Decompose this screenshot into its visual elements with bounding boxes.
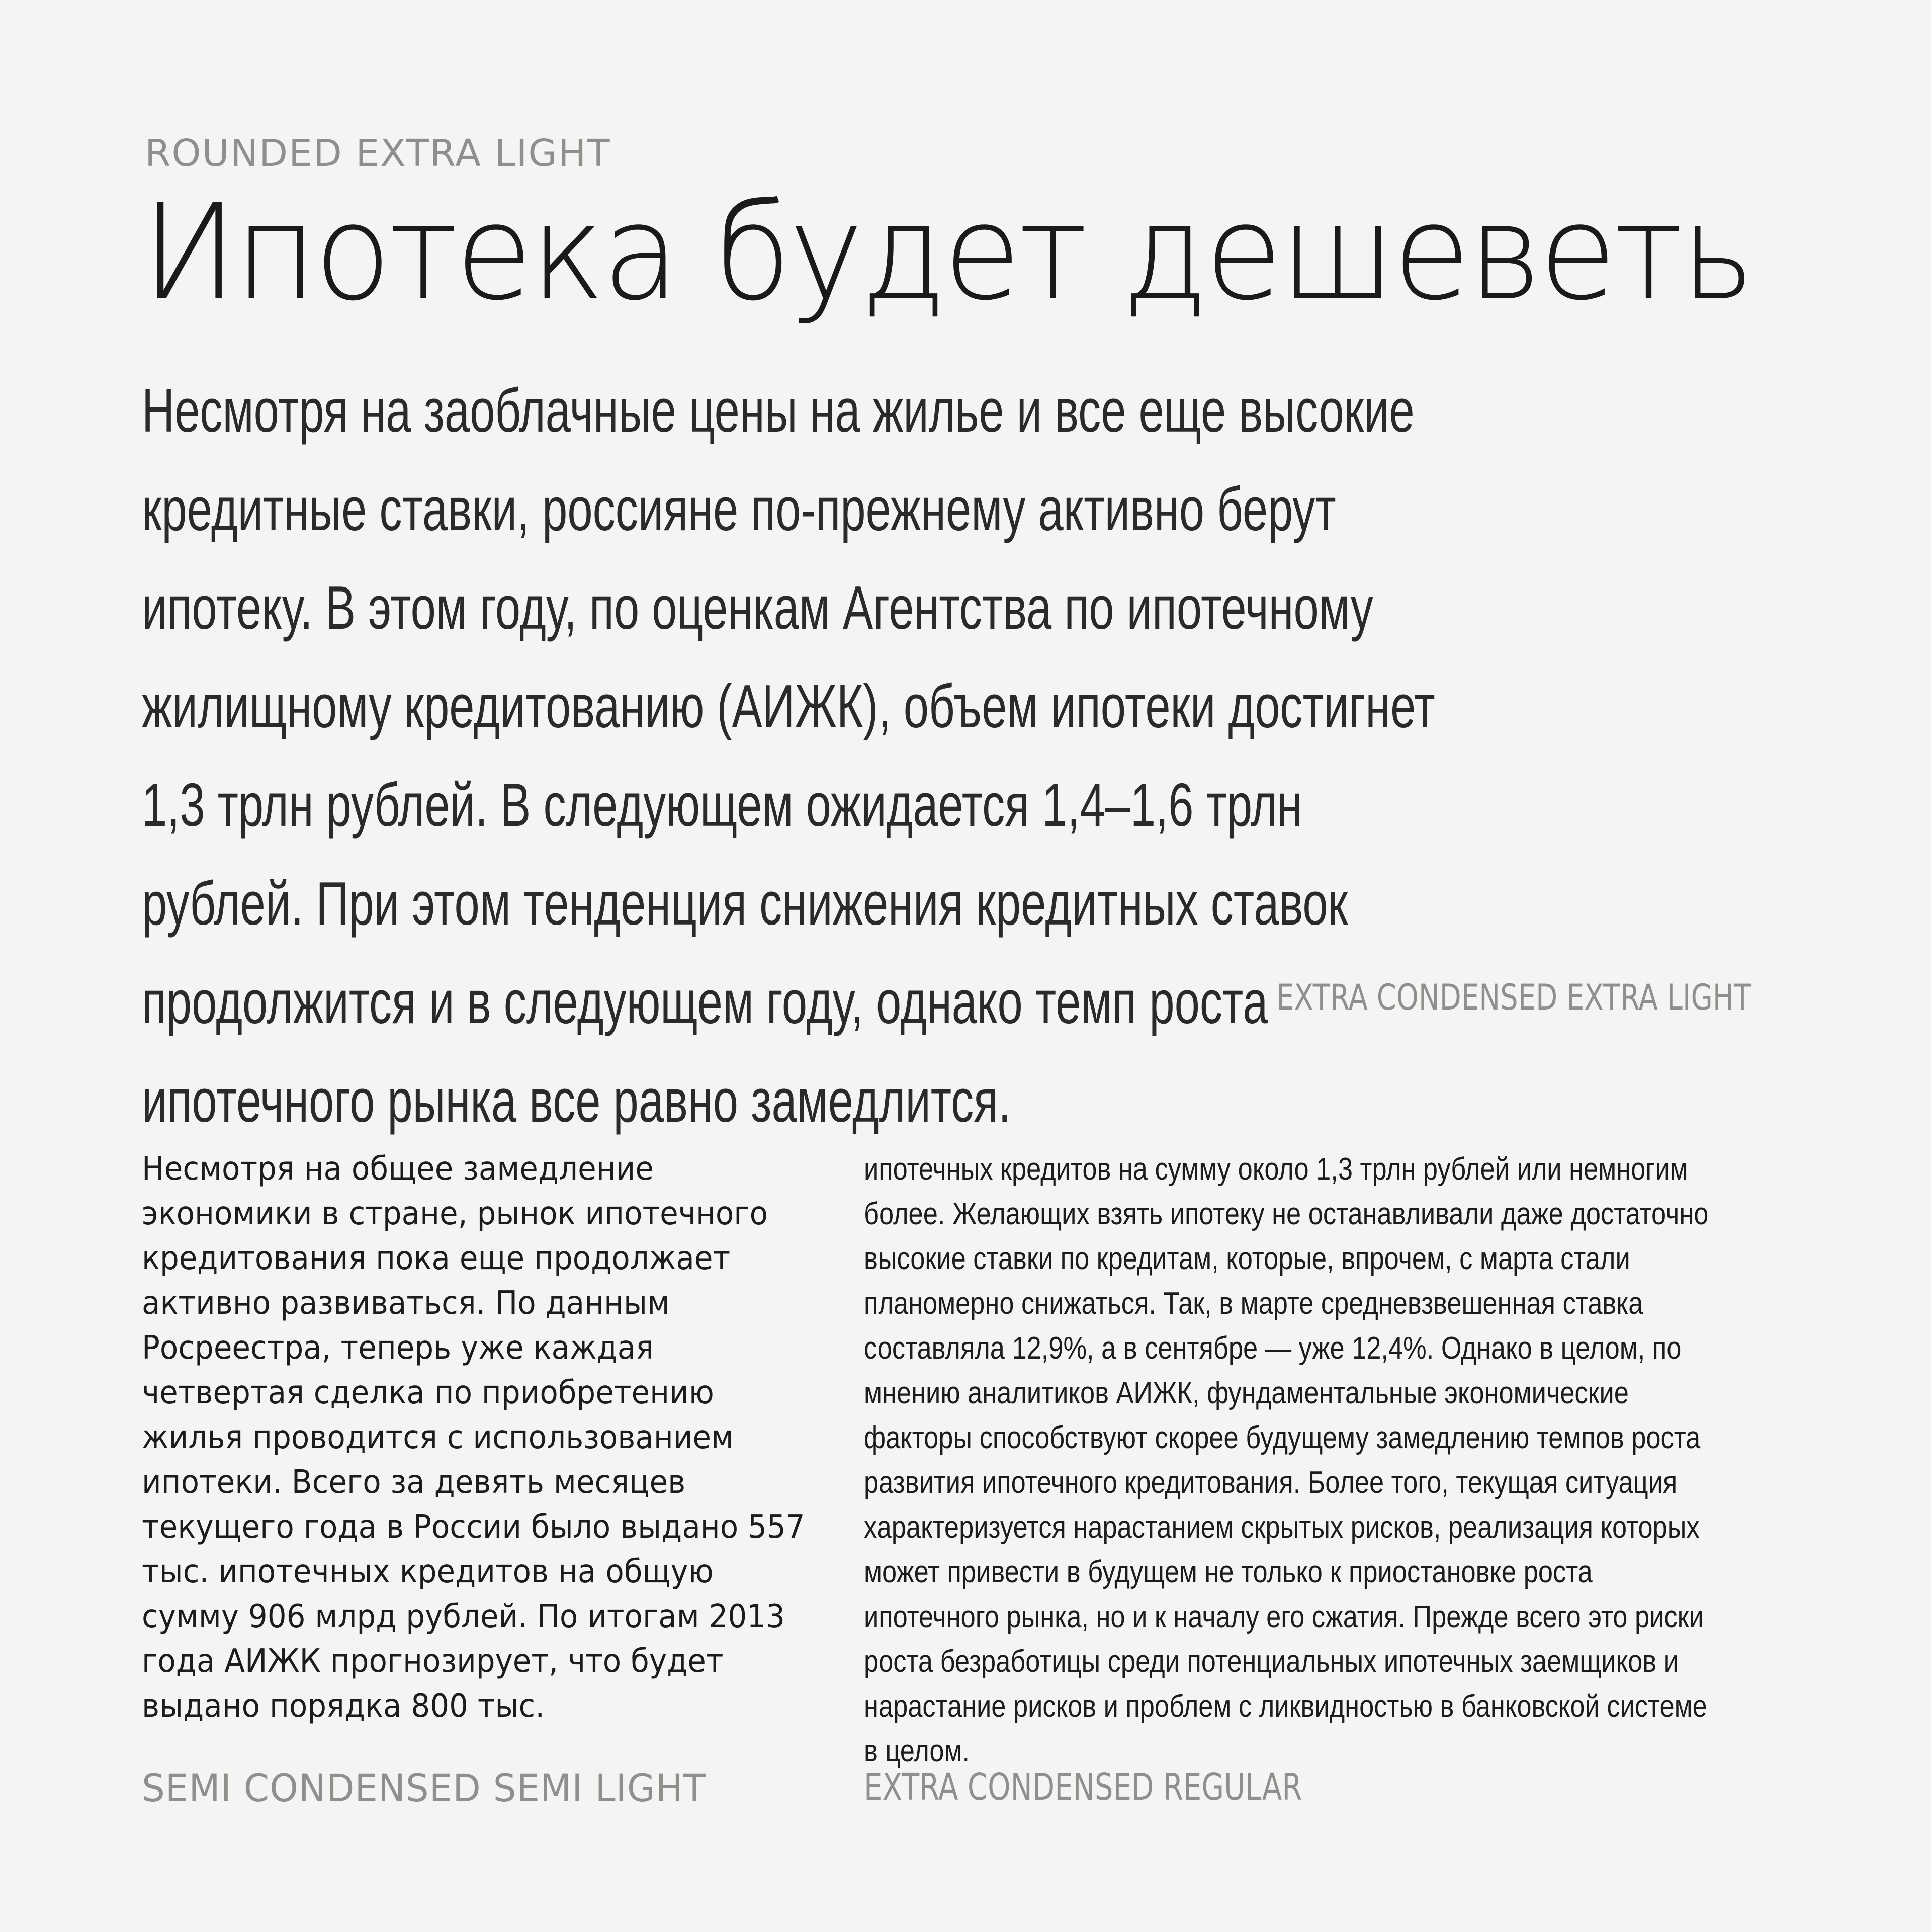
lead-paragraph: Несмотря на заоблачные цены на жилье и все еще высокие кредитные ставки, россияне по-прежнему активно берут ипотеку. В этом году, по оценкам Агентства по ипотечному жилищному кредитованию (АИЖК), объем ипотеки достигнет 1,3 трлн рублей. В следующем ожидается 1,4–1,6 трлн рублей. При этом тенденция снижения кредитных ставок продолжится и в следующем году, однако темп роста ипотечного рынка все равно замедлится.	[142, 376, 1435, 1135]
right-column-text: ипотечных кредитов на сумму около 1,3 трлн рублей или немногим более. Желающих взять ипотеку не останавливали даже достаточно высокие ставки по кредитам, которые, впрочем, с марта стали планомерно снижаться. Так, в марте средневзвешенная ставка составляла 12,9%, а в сентябре — уже 12,4%. Однако в целом, по мнению аналитиков АИЖК, фундаментальные экономические факторы способствуют скорее будущему замедлению темпов роста развития ипотечного кредитования. Более того, текущая ситуация характеризуется нарастанием скрытых рисков, реализация которых может привести в будущем не только к приостановке роста ипотечного рынка, но и к началу его сжатия. Прежде всего это риски роста безработицы среди потенциальных ипотечных заемщиков и нарастание рисков и проблем с ликвидностью в банковской системе в целом.	[864, 1152, 1709, 1769]
headline: Ипотека будет дешеветь	[142, 176, 1752, 329]
font-style-caption-semi-condensed-semi-light: SEMI CONDENSED SEMI LIGHT	[142, 1766, 707, 1810]
font-style-caption-extra-condensed-regular: EXTRA CONDENSED REGULAR	[864, 1766, 1302, 1809]
font-style-caption-extra-condensed-extra-light: EXTRA CONDENSED EXTRA LIGHT	[1276, 977, 1751, 1018]
font-style-caption-rounded-extra-light: ROUNDED EXTRA LIGHT	[145, 132, 611, 175]
left-column-text: Несмотря на общее замедление экономики в стране, рынок ипотечного кредитования пока еще продолжает активно развиваться. По данным Росреестра, теперь уже каждая четвертая сделка по приобретению жилья проводится с использованием ипотеки. Всего за девять месяцев текущего года в России было выдано 557 тыс. ипотечных кредитов на общую сумму 906 млрд рублей. По итогам 2013 года АИЖК прогнозирует, что будет выдано порядка 800 тыс.	[142, 1150, 805, 1725]
